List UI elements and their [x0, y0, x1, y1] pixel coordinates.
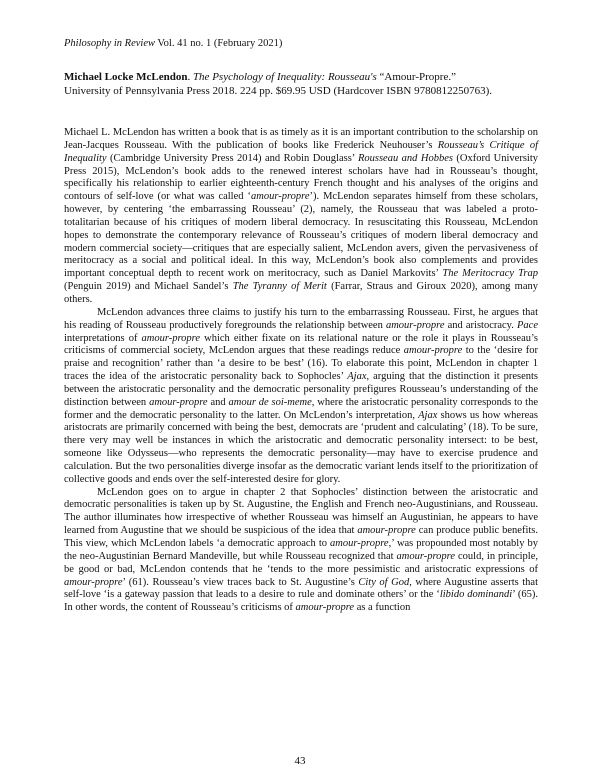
text-run: and aristocracy.	[444, 319, 517, 331]
page-number: 43	[294, 755, 306, 767]
term: amour-propre	[396, 550, 456, 562]
text-run: ’). McLendon separates himself from these scholars, however, by centering ‘the embarrassing Rousseau’ (2), namely, the Rousseau that was labeled a proto-totalitarian because of his critiques of modern liberal democracy. In resuscitating this Rousseau, McLendon hopes to demonstrate the contemporary relevance of Rousseau’s critiques of modern liberal democracy and modern commercial society—critiques that are especially salient, McLendon avers, given the pervasiveness of meritocracy as a social and political ideal. In this way, McLendon’s book also complements and provides important conceptual depth to recent work on meritocracy, such as Daniel Markovits’	[64, 191, 538, 280]
text-run: as a function	[354, 602, 411, 614]
term: Pace	[517, 319, 538, 331]
term: amour-propre	[250, 191, 310, 203]
book-citation	[64, 71, 540, 98]
book-title-ref: Ajax	[418, 409, 438, 421]
text-run: (Farrar, Straus and Giroux 2020), among many others.	[64, 281, 538, 305]
book-title-tail: “Amour-Propre.”	[376, 71, 456, 83]
term: amour-propre	[385, 319, 445, 331]
book-title-ref: The Meritocracy Trap	[442, 268, 538, 280]
text-run: could, in principle, be good or bad, McLendon contends that he ‘tends to the more pessimistic and aristocratic expressions of	[64, 550, 538, 575]
text-run: and	[207, 396, 229, 408]
text-run: to the ‘desire for praise and recognition’ rather than ‘a desire to be best’ (16). To elaborate this point, McLendon in chapter 1 traces the idea of the aristocratic personality back to Sophocles’	[64, 345, 539, 383]
citation-separator: .	[187, 71, 193, 83]
book-title: The Psychology of Inequality: Rousseau's	[192, 71, 377, 83]
text-run: (Cambridge University Press 2014) and Robin Douglass’	[106, 152, 358, 164]
book-title-ref: City of God	[358, 576, 410, 588]
book-title-ref: The Tyranny of Merit	[232, 281, 327, 293]
text-run: interpretations of	[64, 332, 142, 344]
paragraph-2	[64, 307, 538, 487]
term: amour-propre	[403, 345, 463, 357]
term: amour-propre	[330, 538, 389, 549]
book-title-ref: Rousseau’s Critique of Inequality	[64, 139, 538, 164]
text-run: ,’ was propounded most notably by the neo-Augustinian Bernard Mandeville, but while Rousseau recognized that	[64, 538, 539, 562]
book-title-ref: Rousseau and Hobbes	[357, 152, 453, 164]
text-run: (Oxford University Press 2015), McLendon’s book adds to the renewed interest scholars have had in Rousseau’s thought, specifically his relationship to earlier eighteenth-century French thought and his analyses of the origins and contours of self-love (or what was called ‘	[64, 152, 539, 203]
text-run: ’ (65). In other words, the content of Rousseau’s criticisms of	[64, 589, 538, 614]
text-run: can produce public benefits. This view, which McLendon labels ‘a democratic approach to	[64, 525, 538, 549]
text-run: , arguing that the distinction it presents between the aristocratic personality and the democratic personality prefigures Rousseau’s understanding of the distinction between	[64, 371, 539, 408]
text-run: , where the aristocratic personality corresponds to the former and the democratic personality to the latter. On McLendon’s interpretation,	[64, 396, 538, 421]
term: amour-propre	[357, 525, 416, 537]
publisher-info: University of Pennsylvania Press 2018. 224 pp. $69.95 USD (Hardcover ISBN 9780812250763).	[64, 84, 493, 97]
text-run: shows us how whereas aristocrats are primarily concerned with being the best, democrats are ‘prudent and calculating’ (18). To be sure, there very may well be instances in which the aristocratic and democratic personality intersect: to be best, someone like Odysseus—who represents the democratic personality—may have to exercise prudence and calculation. But the two personalities diverge insofar as the democratic variant lends itself to the prioritization of collective goods and ends over the self-interested desire for glory.	[64, 409, 538, 485]
text-run: (Penguin 2019) and Michael Sandel’s	[64, 281, 233, 293]
journal-issue: Vol. 41 no. 1 (February 2021)	[154, 38, 283, 49]
running-head	[64, 37, 282, 50]
term: amour-propre	[295, 602, 355, 614]
paragraph-3	[64, 487, 538, 615]
term: amour-propre	[64, 576, 123, 588]
term: amour de soi-meme	[228, 396, 312, 408]
text-run: McLendon advances three claims to justify his turn to the embarrassing Rousseau. First, he argues that his reading of Rousseau productively foregrounds the relationship between	[64, 306, 538, 331]
review-body	[64, 127, 538, 615]
term: amour-propre	[141, 332, 201, 344]
term: amour-propre	[149, 396, 208, 408]
journal-name: Philosophy in Review	[64, 38, 155, 49]
paragraph-1	[64, 127, 538, 307]
text-run: , where Augustine asserts that self-love ‘is a gateway passion that leads to a desire to rule and dominate others’ or the ‘	[64, 576, 538, 601]
text-run: Michael L. McLendon has written a book that is as timely as it is an important contribution to the scholarship on Jean-Jacques Rousseau. With the publication of books like Frederick Neuhouser’s	[64, 127, 538, 151]
text-run: McLendon goes on to argue in chapter 2 that Sophocles’ distinction between the aristocratic and democratic personalities is taken up by St. Augustine, the English and French neo-Augustinians, and Rousseau. The author illuminates how irrespective of whether Rousseau was himself an Augustinian, he appears to have learned from Augustine that we should be suspicious of the idea that	[64, 486, 538, 537]
book-title-ref: Ajax	[347, 371, 367, 383]
text-run: ’ (61). Rousseau’s view traces back to St. Augustine’s	[122, 576, 359, 588]
book-author: Michael Locke McLendon	[64, 71, 188, 83]
term: libido dominandi	[439, 589, 513, 601]
text-run: which either fixate on its relational nature or the role it plays in Rousseau’s criticisms of commercial society, McLendon argues that these readings reduce	[64, 332, 538, 357]
